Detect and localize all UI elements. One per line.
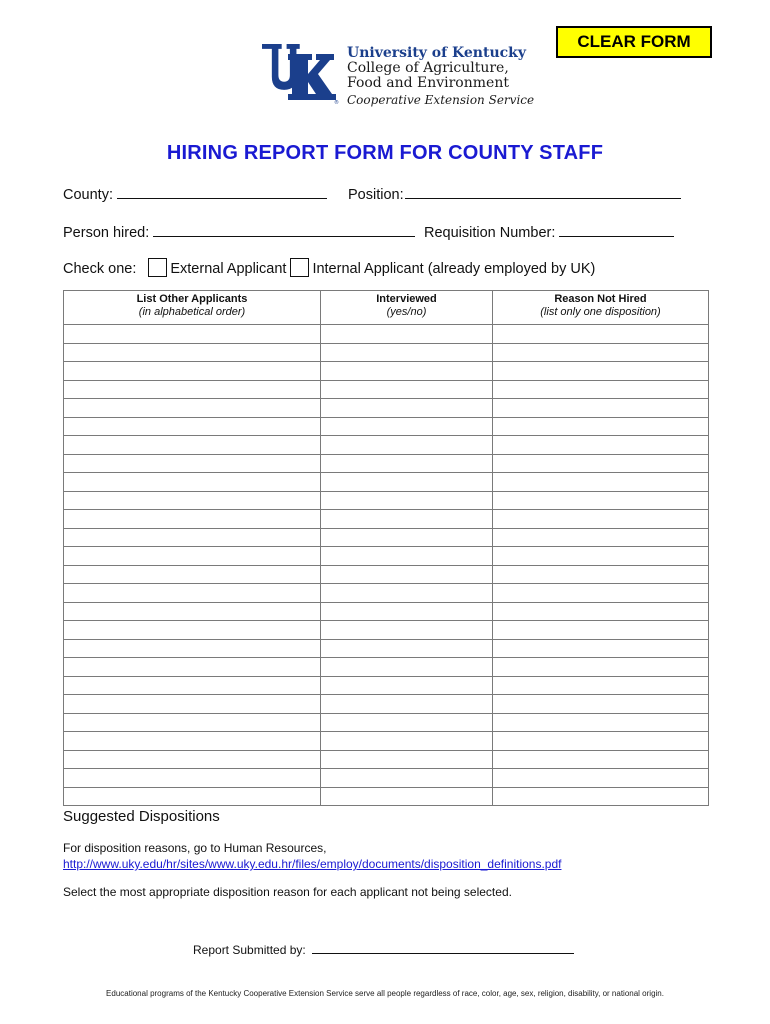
- applicant-cell[interactable]: [64, 325, 321, 344]
- interviewed-cell[interactable]: [321, 584, 493, 603]
- interviewed-cell[interactable]: [321, 547, 493, 566]
- table-row: [64, 658, 709, 677]
- reason-cell[interactable]: [493, 639, 709, 658]
- table-row: [64, 380, 709, 399]
- reason-cell[interactable]: [493, 399, 709, 418]
- applicant-cell[interactable]: [64, 750, 321, 769]
- table-row: [64, 621, 709, 640]
- interviewed-cell[interactable]: [321, 565, 493, 584]
- applicant-cell[interactable]: [64, 769, 321, 788]
- table-row: [64, 436, 709, 455]
- table-row: [64, 695, 709, 714]
- reason-cell[interactable]: [493, 380, 709, 399]
- table-row: [64, 343, 709, 362]
- column-title: Interviewed: [376, 293, 437, 305]
- reason-cell[interactable]: [493, 695, 709, 714]
- applicant-cell[interactable]: [64, 510, 321, 529]
- applicant-cell[interactable]: [64, 417, 321, 436]
- interviewed-cell[interactable]: [321, 454, 493, 473]
- table-row: [64, 325, 709, 344]
- applicant-cell[interactable]: [64, 658, 321, 677]
- reason-cell[interactable]: [493, 713, 709, 732]
- reason-cell[interactable]: [493, 658, 709, 677]
- logo-line-college: College of Agriculture,: [347, 60, 509, 76]
- internal-applicant-label: Internal Applicant (already employed by UK): [312, 261, 596, 277]
- county-label: County:: [63, 187, 113, 203]
- reason-cell[interactable]: [493, 325, 709, 344]
- column-subtitle: (list only one disposition): [540, 306, 661, 318]
- column-header-applicants: [64, 291, 321, 325]
- table-row: [64, 362, 709, 381]
- table-row: [64, 473, 709, 492]
- table-row: [64, 639, 709, 658]
- interviewed-cell[interactable]: [321, 787, 493, 806]
- column-title: Reason Not Hired: [554, 293, 647, 305]
- reason-cell[interactable]: [493, 473, 709, 492]
- person-hired-field[interactable]: [153, 222, 415, 237]
- table-header-row: [64, 291, 709, 325]
- applicant-cell[interactable]: [64, 491, 321, 510]
- dispositions-instruction: Select the most appropriate disposition reason for each applicant not being selected.: [63, 885, 512, 899]
- table-row: [64, 732, 709, 751]
- reason-cell[interactable]: [493, 510, 709, 529]
- table-row: [64, 676, 709, 695]
- table-row: [64, 602, 709, 621]
- report-submitted-row: [193, 942, 574, 957]
- reason-cell[interactable]: [493, 750, 709, 769]
- reason-cell[interactable]: [493, 565, 709, 584]
- requisition-field[interactable]: [559, 222, 674, 237]
- uk-logo-icon: [262, 44, 338, 106]
- table-row: [64, 713, 709, 732]
- reason-cell[interactable]: [493, 343, 709, 362]
- reason-cell[interactable]: [493, 362, 709, 381]
- footer-notice: Educational programs of the Kentucky Cooperative Extension Service serve all people regardless of race, color, age, sex, religion, disability, or national origin.: [106, 989, 664, 998]
- check-one-row: [63, 258, 595, 277]
- applicant-cell[interactable]: [64, 565, 321, 584]
- applicant-cell[interactable]: [64, 695, 321, 714]
- interviewed-cell[interactable]: [321, 528, 493, 547]
- dispositions-heading: Suggested Dispositions: [63, 808, 220, 825]
- position-label: Position:: [348, 187, 404, 203]
- applicant-cell[interactable]: [64, 380, 321, 399]
- reason-cell[interactable]: [493, 732, 709, 751]
- applicant-cell[interactable]: [64, 732, 321, 751]
- table-row: [64, 417, 709, 436]
- interviewed-cell[interactable]: [321, 491, 493, 510]
- table-row: [64, 491, 709, 510]
- logo-line-university: University of Kentucky: [347, 45, 526, 61]
- interviewed-cell[interactable]: [321, 750, 493, 769]
- table-row: [64, 787, 709, 806]
- table-row: [64, 528, 709, 547]
- applicant-cell[interactable]: [64, 602, 321, 621]
- column-header-interviewed: [321, 291, 493, 325]
- interviewed-cell[interactable]: [321, 602, 493, 621]
- reason-cell[interactable]: [493, 769, 709, 788]
- applicant-cell[interactable]: [64, 547, 321, 566]
- table-row: [64, 769, 709, 788]
- county-row: [63, 184, 327, 203]
- applicant-cell[interactable]: [64, 584, 321, 603]
- interviewed-cell[interactable]: [321, 639, 493, 658]
- interviewed-cell[interactable]: [321, 399, 493, 418]
- requisition-row: [424, 222, 674, 241]
- interviewed-cell[interactable]: [321, 676, 493, 695]
- reason-cell[interactable]: [493, 417, 709, 436]
- table-row: [64, 565, 709, 584]
- interviewed-cell[interactable]: [321, 343, 493, 362]
- dispositions-intro: For disposition reasons, go to Human Resources,: [63, 841, 327, 855]
- internal-applicant-checkbox[interactable]: [290, 258, 309, 277]
- interviewed-cell[interactable]: [321, 380, 493, 399]
- applicant-cell[interactable]: [64, 528, 321, 547]
- interviewed-cell[interactable]: [321, 658, 493, 677]
- report-submitted-field[interactable]: [312, 942, 574, 954]
- table-row: [64, 547, 709, 566]
- interviewed-cell[interactable]: [321, 769, 493, 788]
- reason-cell[interactable]: [493, 491, 709, 510]
- reason-cell[interactable]: [493, 454, 709, 473]
- table-row: [64, 750, 709, 769]
- logo-line-food: Food and Environment: [347, 75, 509, 91]
- interviewed-cell[interactable]: [321, 436, 493, 455]
- interviewed-cell[interactable]: [321, 362, 493, 381]
- interviewed-cell[interactable]: [321, 510, 493, 529]
- svg-text:®: ®: [334, 100, 339, 106]
- table-row: [64, 510, 709, 529]
- person-hired-label: Person hired:: [63, 225, 150, 241]
- external-applicant-label: External Applicant: [170, 261, 287, 277]
- column-title: List Other Applicants: [136, 293, 248, 305]
- applicant-cell[interactable]: [64, 343, 321, 362]
- interviewed-cell[interactable]: [321, 695, 493, 714]
- position-row: [348, 184, 681, 203]
- table-row: [64, 454, 709, 473]
- reason-cell[interactable]: [493, 528, 709, 547]
- check-one-label: Check one:: [63, 261, 137, 277]
- form-title: HIRING REPORT FORM FOR COUNTY STAFF: [166, 142, 604, 164]
- table-row: [64, 584, 709, 603]
- reason-cell[interactable]: [493, 436, 709, 455]
- person-hired-row: [63, 222, 415, 241]
- applicants-table: [63, 290, 709, 806]
- column-subtitle: (yes/no): [386, 306, 427, 318]
- applicant-cell[interactable]: [64, 399, 321, 418]
- interviewed-cell[interactable]: [321, 325, 493, 344]
- applicant-cell[interactable]: [64, 621, 321, 640]
- applicant-cell[interactable]: [64, 676, 321, 695]
- requisition-label: Requisition Number:: [424, 225, 556, 241]
- applicant-cell[interactable]: [64, 713, 321, 732]
- applicant-cell[interactable]: [64, 454, 321, 473]
- applicant-cell[interactable]: [64, 473, 321, 492]
- reason-cell[interactable]: [493, 621, 709, 640]
- dispositions-link[interactable]: http://www.uky.edu/hr/sites/www.uky.edu.hr/files/employ/documents/disposition_definitions.pdf: [63, 857, 562, 871]
- reason-cell[interactable]: [493, 584, 709, 603]
- reason-cell[interactable]: [493, 787, 709, 806]
- applicant-cell[interactable]: [64, 436, 321, 455]
- interviewed-cell[interactable]: [321, 732, 493, 751]
- interviewed-cell[interactable]: [321, 417, 493, 436]
- external-applicant-checkbox[interactable]: [148, 258, 167, 277]
- interviewed-cell[interactable]: [321, 621, 493, 640]
- position-field[interactable]: [405, 184, 681, 199]
- report-submitted-label: Report Submitted by:: [193, 943, 306, 957]
- applicant-cell[interactable]: [64, 639, 321, 658]
- applicant-cell[interactable]: [64, 362, 321, 381]
- clear-form-button[interactable]: CLEAR FORM: [556, 26, 712, 58]
- interviewed-cell[interactable]: [321, 713, 493, 732]
- county-field[interactable]: [117, 184, 327, 199]
- logo-text: [347, 45, 534, 109]
- reason-cell[interactable]: [493, 676, 709, 695]
- applicant-cell[interactable]: [64, 787, 321, 806]
- interviewed-cell[interactable]: [321, 473, 493, 492]
- reason-cell[interactable]: [493, 602, 709, 621]
- column-subtitle: (in alphabetical order): [138, 306, 246, 318]
- reason-cell[interactable]: [493, 547, 709, 566]
- column-header-reason: [493, 291, 709, 325]
- logo-line-extension: Cooperative Extension Service: [347, 93, 535, 107]
- table-row: [64, 399, 709, 418]
